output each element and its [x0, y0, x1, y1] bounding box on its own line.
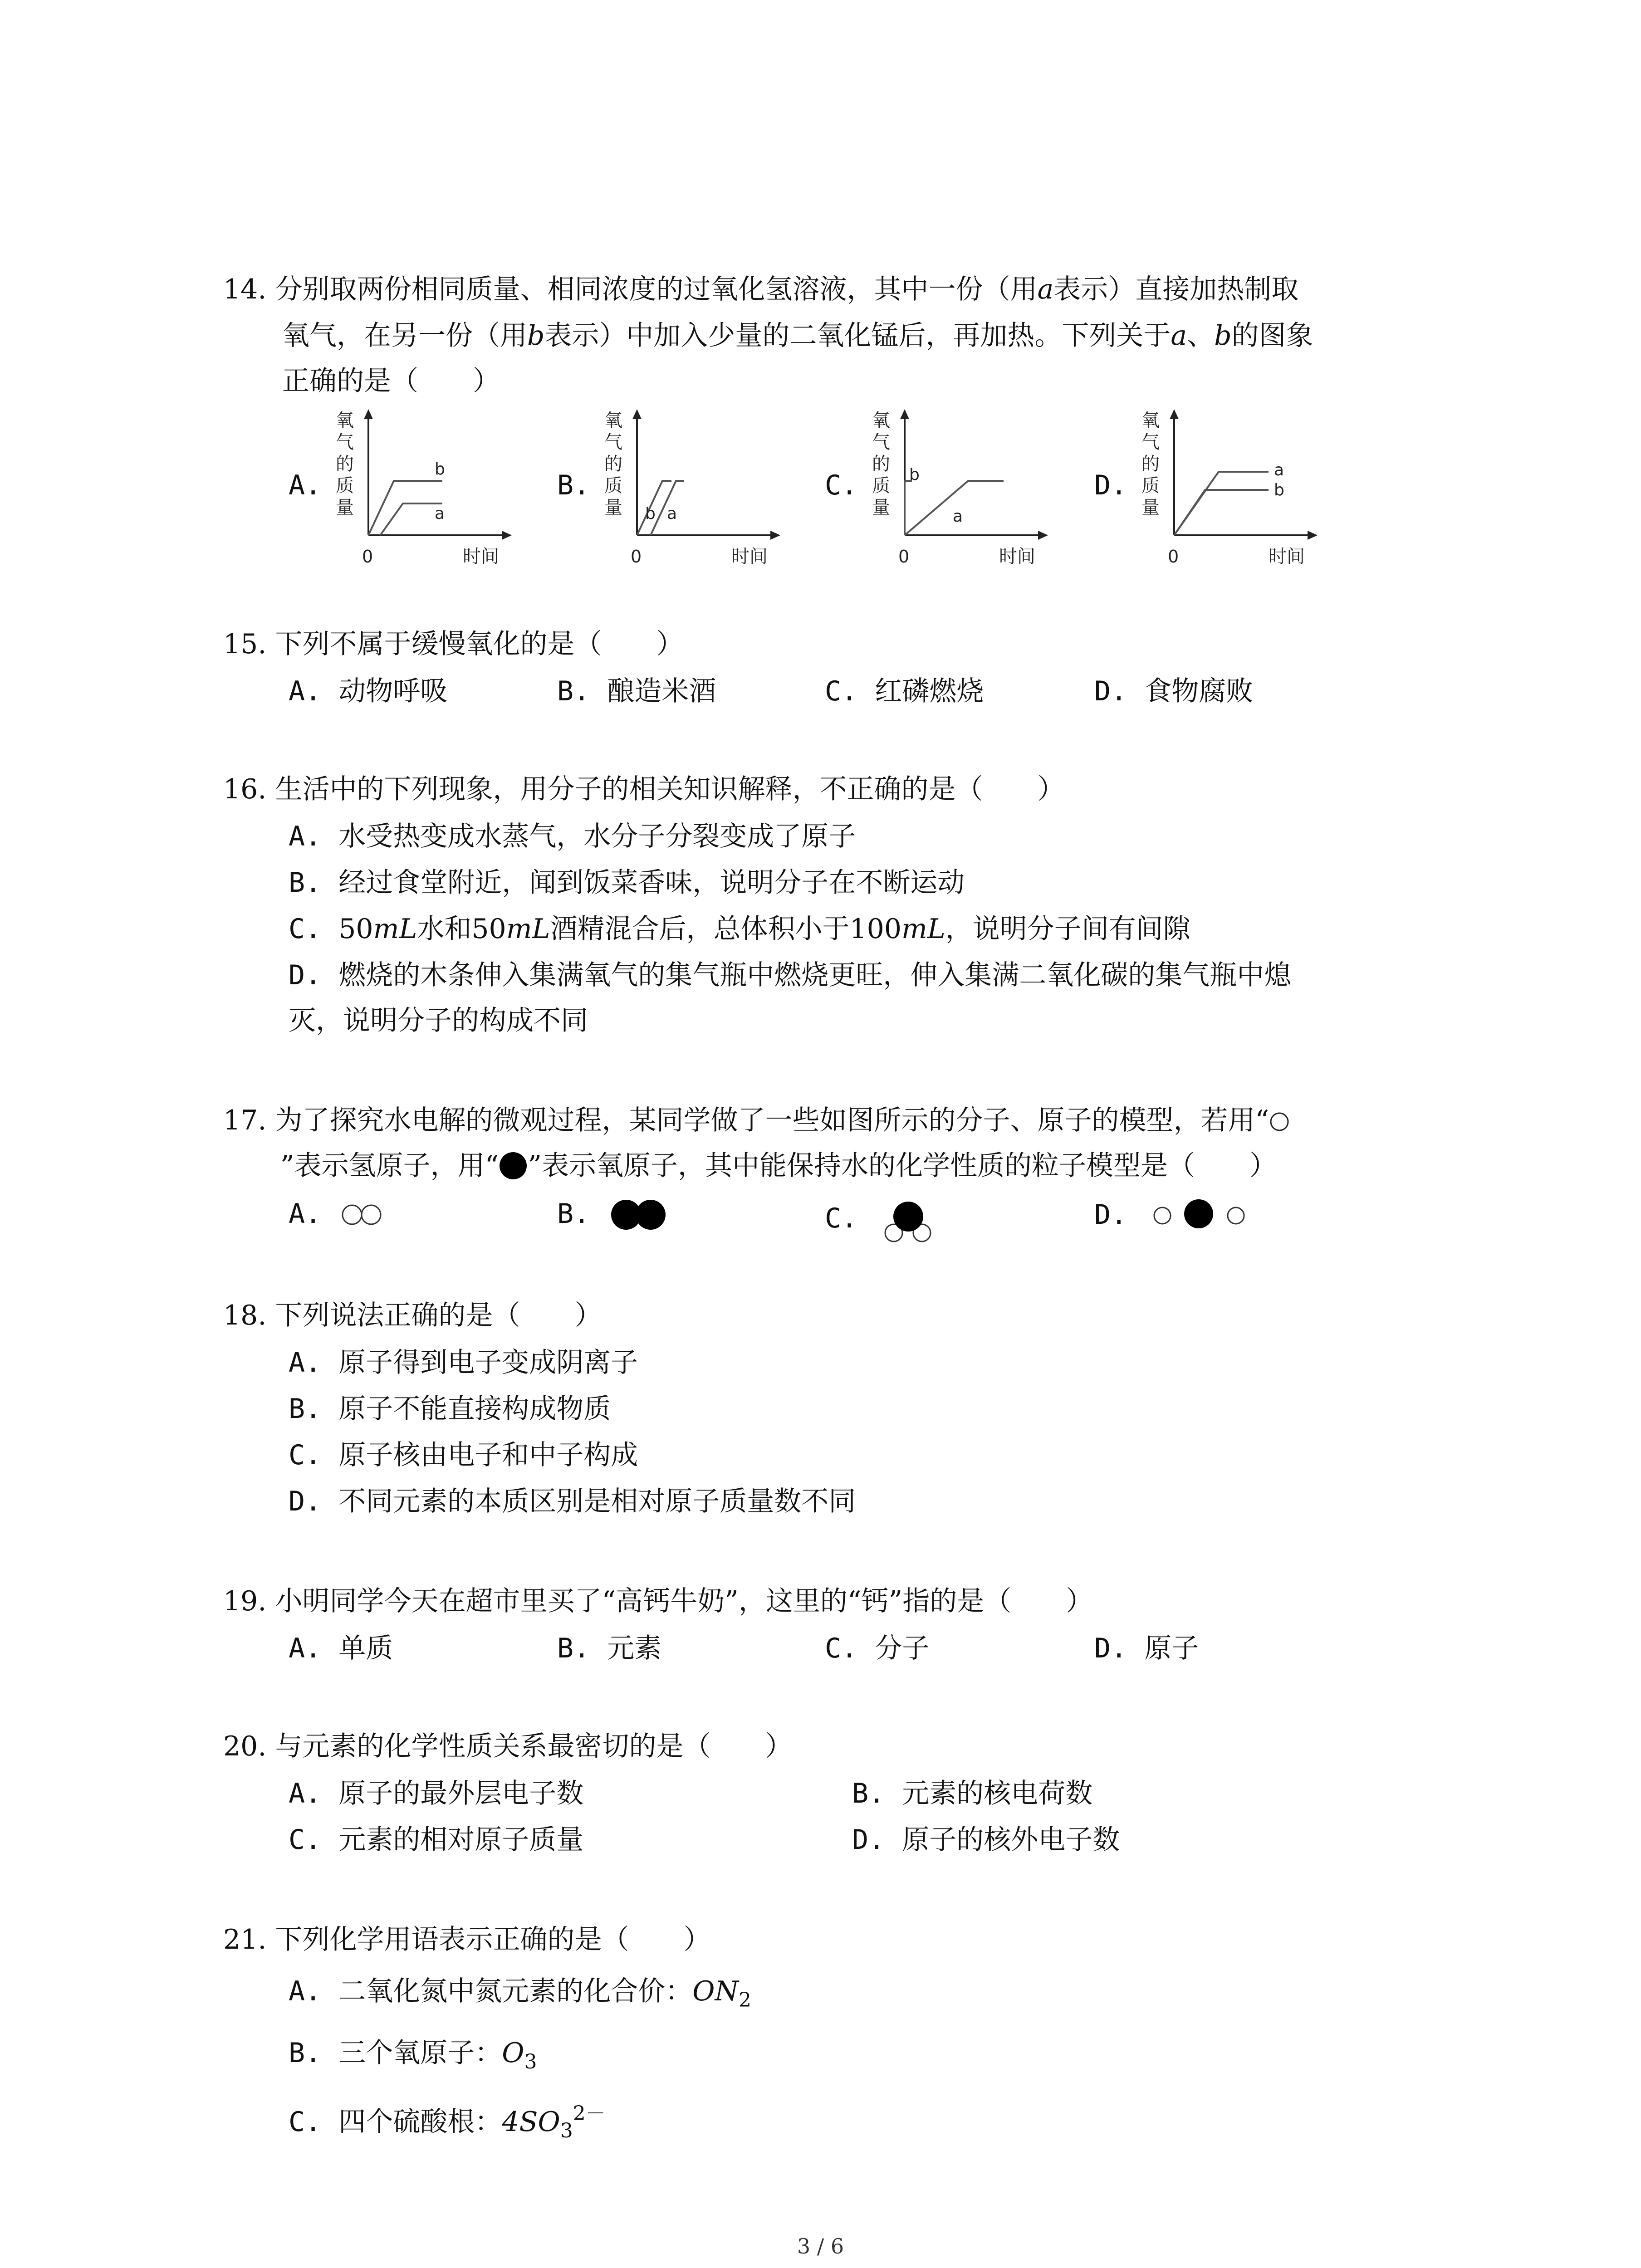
curve-label-a: a	[435, 504, 445, 523]
separate-atoms-icon	[1144, 1196, 1253, 1232]
question-19-stem	[223, 1583, 1093, 1619]
stem-text: 表示）中加入少量的二氧化锰后，再加热。下列关于	[544, 320, 1171, 352]
curve-label-b: b	[645, 504, 656, 523]
number-50: 50	[471, 913, 506, 945]
curve-label-b: b	[1274, 481, 1284, 499]
option-a[interactable]	[289, 673, 447, 709]
option-letter: D.	[852, 1824, 885, 1856]
unit-ml: mL	[506, 913, 550, 945]
option-letter: A.	[289, 675, 322, 707]
question-number: 19.	[223, 1585, 267, 1617]
curve-label-a: a	[1274, 461, 1284, 479]
var-a: a	[1171, 320, 1187, 352]
chemical-formula: ON	[692, 1975, 739, 2007]
option-c[interactable]	[289, 911, 1190, 947]
question-number: 16.	[223, 773, 267, 805]
curve-a	[380, 503, 442, 535]
y-axis-arrow	[1170, 409, 1179, 419]
option-letter: C.	[825, 1633, 858, 1664]
xlabel: 时间	[463, 546, 499, 567]
curve-b	[1174, 490, 1269, 535]
option-letter: A.	[289, 1633, 322, 1664]
xlabel: 时间	[1269, 546, 1305, 567]
h2-molecule-icon	[338, 1201, 388, 1228]
option-letter: B.	[289, 867, 322, 899]
option-text: 不同元素的本质区别是相对原子质量数不同	[338, 1486, 856, 1517]
option-c[interactable]	[825, 673, 984, 709]
option-letter: B.	[557, 1633, 590, 1664]
option-text: 二氧化氮中氮元素的化合价：	[338, 1975, 693, 2007]
ylabel-char: 氧	[604, 410, 622, 431]
option-text: 三个氧原子：	[338, 2037, 502, 2069]
question-number: 21.	[223, 1924, 267, 1955]
formula-subscript: 3	[524, 2050, 537, 2073]
stem-text: 分别取两份相同质量、相同浓度的过氧化氢溶液，其中一份（用	[275, 274, 1038, 305]
option-text: 原子的最外层电子数	[338, 1778, 584, 1809]
option-b[interactable]	[557, 673, 716, 709]
question-18-stem	[223, 1297, 602, 1334]
option-d[interactable]	[289, 957, 1291, 993]
ylabel-char: 质	[604, 475, 622, 496]
option-letter: A.	[289, 1778, 322, 1809]
xlabel: 时间	[731, 546, 768, 567]
option-letter: D.	[1094, 1199, 1127, 1231]
option-text: 单质	[338, 1633, 393, 1664]
option-letter: C.	[289, 2106, 322, 2138]
option-c[interactable]	[825, 1196, 943, 1250]
curve-b	[905, 481, 912, 535]
option-letter: C.	[289, 1439, 322, 1471]
option-letter: A.	[289, 821, 322, 852]
hydrogen-atom-icon	[1269, 1111, 1290, 1132]
h2o-molecule-icon	[875, 1196, 943, 1250]
option-text: 酒精混合后，总体积小于	[550, 913, 850, 945]
option-text: 元素的相对原子质量	[338, 1824, 584, 1856]
origin-label: 0	[631, 547, 642, 567]
option-a[interactable]	[289, 1196, 388, 1232]
curve-label-a: a	[953, 507, 963, 526]
ylabel-char: 氧	[1141, 410, 1160, 431]
stem-text: 表示）直接加热制取	[1053, 274, 1299, 305]
option-b[interactable]	[852, 1775, 1092, 1812]
stem-text: 小明同学今天在超市里买了“高钙牛奶”，这里的“钙”指的是（ ）	[275, 1585, 1093, 1617]
ylabel-char: 气	[872, 432, 890, 453]
option-letter: D.	[1094, 1633, 1127, 1664]
option-letter: B.	[557, 675, 590, 707]
option-text: 原子得到电子变成阴离子	[338, 1347, 638, 1378]
option-letter: C.	[825, 469, 858, 501]
option-letter: B.	[289, 1393, 322, 1425]
option-a[interactable]	[289, 1775, 583, 1812]
option-d[interactable]	[852, 1822, 1120, 1858]
stem-text: 氧气，在另一份（用	[282, 320, 527, 352]
question-14-line-1	[223, 271, 1298, 308]
option-letter: A.	[289, 469, 322, 501]
formula-charge: 2－	[573, 2102, 606, 2125]
question-20-stem	[223, 1728, 793, 1765]
unit-ml: mL	[373, 913, 417, 945]
graph-b	[600, 408, 781, 572]
chemical-formula: O	[502, 2037, 524, 2069]
ylabel-char: 气	[336, 432, 354, 453]
option-letter: C.	[825, 675, 858, 707]
var-b: b	[527, 320, 545, 352]
question-17-line-1	[223, 1102, 1290, 1139]
ylabel-char: 的	[872, 454, 890, 474]
graph-c	[867, 408, 1049, 572]
xlabel: 时间	[999, 546, 1035, 567]
number-100: 100	[849, 913, 901, 945]
curve-label-b: b	[909, 465, 920, 484]
stem-text: 生活中的下列现象，用分子的相关知识解释，不正确的是（ ）	[275, 773, 1065, 805]
option-text: 水受热变成水蒸气，水分子分裂变成了原子	[338, 821, 856, 852]
x-axis-arrow	[502, 531, 512, 540]
option-letter: A.	[289, 1975, 322, 2007]
ylabel-char: 的	[604, 454, 622, 474]
option-a[interactable]	[289, 818, 856, 855]
ylabel-char: 量	[872, 497, 890, 518]
option-c[interactable]	[289, 1822, 583, 1858]
option-c[interactable]	[289, 2096, 606, 2149]
question-number: 14.	[223, 274, 267, 305]
option-letter: D.	[289, 959, 322, 991]
option-b[interactable]	[289, 865, 965, 901]
stem-text: ”表示氧原子，其中能保持水的化学性质的粒子模型是（ ）	[528, 1150, 1277, 1182]
option-d[interactable]	[289, 1483, 856, 1520]
curve-b	[368, 481, 442, 535]
ylabel-char: 质	[1141, 475, 1160, 496]
option-text: 元素的核电荷数	[902, 1778, 1093, 1809]
y-axis-arrow	[364, 409, 373, 419]
stem-text: 下列不属于缓慢氧化的是（ ）	[275, 628, 684, 660]
option-b[interactable]	[289, 1391, 611, 1427]
option-text: 分子	[875, 1633, 930, 1664]
stem-text: 与元素的化学性质关系最密切的是（ ）	[275, 1730, 793, 1762]
question-14-line-3	[282, 363, 500, 399]
option-d[interactable]	[1094, 673, 1253, 709]
option-c[interactable]	[289, 1437, 638, 1473]
option-b[interactable]	[557, 1196, 675, 1233]
question-16-stem	[223, 771, 1065, 807]
stem-text: 下列化学用语表示正确的是（ ）	[275, 1924, 711, 1955]
question-number: 15.	[223, 628, 267, 660]
stem-text: 正确的是（ ）	[282, 365, 500, 397]
option-text: 经过食堂附近，闻到饭菜香味，说明分子在不断运动	[338, 867, 965, 899]
option-text: 灭，说明分子的构成不同	[289, 1005, 588, 1036]
option-text: 四个硫酸根：	[338, 2106, 502, 2138]
question-number: 18.	[223, 1300, 267, 1331]
question-15-stem	[223, 626, 684, 662]
option-letter: D.	[1094, 675, 1127, 707]
option-letter: C.	[289, 913, 322, 945]
question-14-line-2	[282, 318, 1313, 354]
stem-text: 为了探究水电解的微观过程，某同学做了一些如图所示的分子、原子的模型，若用“	[275, 1105, 1269, 1136]
ylabel-char: 量	[1141, 497, 1160, 518]
graph-a	[331, 408, 513, 572]
graph-d	[1137, 408, 1318, 572]
stem-text: 、	[1187, 320, 1215, 352]
option-a[interactable]	[289, 1344, 638, 1381]
option-text: 燃烧的木条伸入集满氧气的集气瓶中燃烧更旺，伸入集满二氧化碳的集气瓶中熄	[338, 959, 1292, 991]
ylabel-char: 的	[336, 454, 354, 474]
ylabel-char: 氧	[336, 410, 354, 431]
option-c[interactable]	[825, 1630, 929, 1667]
question-17-line-2	[280, 1148, 1277, 1184]
option-d-continued	[289, 1002, 588, 1039]
option-letter: B.	[852, 1778, 885, 1809]
origin-label: 0	[362, 547, 373, 567]
option-text: 动物呼吸	[338, 675, 448, 707]
option-text: 原子核由电子和中子构成	[338, 1439, 638, 1471]
option-letter: C.	[289, 1824, 322, 1856]
x-axis-arrow	[1308, 531, 1318, 540]
option-letter: D.	[1094, 469, 1127, 501]
ylabel-char: 量	[336, 497, 354, 518]
option-text: ，说明分子间有间隙	[945, 913, 1190, 945]
option-letter: D.	[289, 1486, 322, 1517]
option-a[interactable]	[289, 1973, 751, 2019]
y-axis-arrow	[900, 409, 909, 419]
formula-subscript: 3	[560, 2119, 573, 2142]
curve-label-a: a	[667, 504, 677, 523]
unit-ml: mL	[901, 913, 945, 945]
x-axis-arrow	[1038, 531, 1048, 540]
option-b[interactable]	[289, 2035, 537, 2080]
stem-text: 的图象	[1231, 320, 1313, 352]
option-text: 食物腐败	[1144, 675, 1254, 707]
var-b: b	[1214, 320, 1232, 352]
option-text: 水和	[417, 913, 472, 945]
origin-label: 0	[1168, 547, 1179, 567]
option-letter: B.	[557, 469, 590, 501]
option-letter: B.	[289, 2037, 322, 2069]
y-axis-arrow	[632, 409, 642, 419]
page-number: 3 / 6	[797, 2234, 844, 2258]
question-number: 17.	[223, 1105, 267, 1136]
question-21-stem	[223, 1921, 711, 1958]
ylabel-char: 的	[1141, 454, 1160, 474]
question-number: 20.	[223, 1730, 267, 1762]
curve-label-b: b	[435, 460, 445, 479]
option-a[interactable]	[289, 1630, 393, 1667]
formula-subscript: 2	[738, 1989, 751, 2012]
ylabel-char: 氧	[872, 410, 890, 431]
option-b[interactable]	[557, 1630, 661, 1667]
chemical-formula: 4SO	[502, 2106, 560, 2138]
oxygen-atom-icon	[499, 1151, 528, 1180]
option-text: 原子	[1144, 1633, 1199, 1664]
option-letter: A.	[289, 1198, 322, 1230]
option-text: 原子不能直接构成物质	[338, 1393, 611, 1425]
option-text: 元素	[607, 1633, 662, 1664]
ylabel-char: 气	[604, 432, 622, 453]
number-50: 50	[338, 913, 373, 945]
option-text: 酿造米酒	[607, 675, 716, 707]
option-letter: B.	[557, 1198, 590, 1230]
ylabel-char: 量	[604, 497, 622, 518]
var-a: a	[1037, 274, 1054, 305]
ylabel-char: 气	[1141, 432, 1160, 453]
o2-molecule-icon	[607, 1197, 675, 1233]
origin-label: 0	[898, 547, 910, 567]
stem-text: 下列说法正确的是（ ）	[275, 1300, 602, 1331]
option-d[interactable]	[1094, 1196, 1253, 1233]
option-text: 原子的核外电子数	[902, 1824, 1120, 1856]
option-letter: C.	[825, 1202, 858, 1234]
option-d[interactable]	[1094, 1630, 1199, 1667]
curve-a	[1174, 472, 1269, 535]
ylabel-char: 质	[872, 475, 890, 496]
stem-text: ”表示氢原子，用“	[280, 1150, 499, 1182]
x-axis-arrow	[770, 531, 780, 540]
option-letter: A.	[289, 1347, 322, 1378]
ylabel-char: 质	[336, 475, 354, 496]
option-text: 红磷燃烧	[875, 675, 984, 707]
